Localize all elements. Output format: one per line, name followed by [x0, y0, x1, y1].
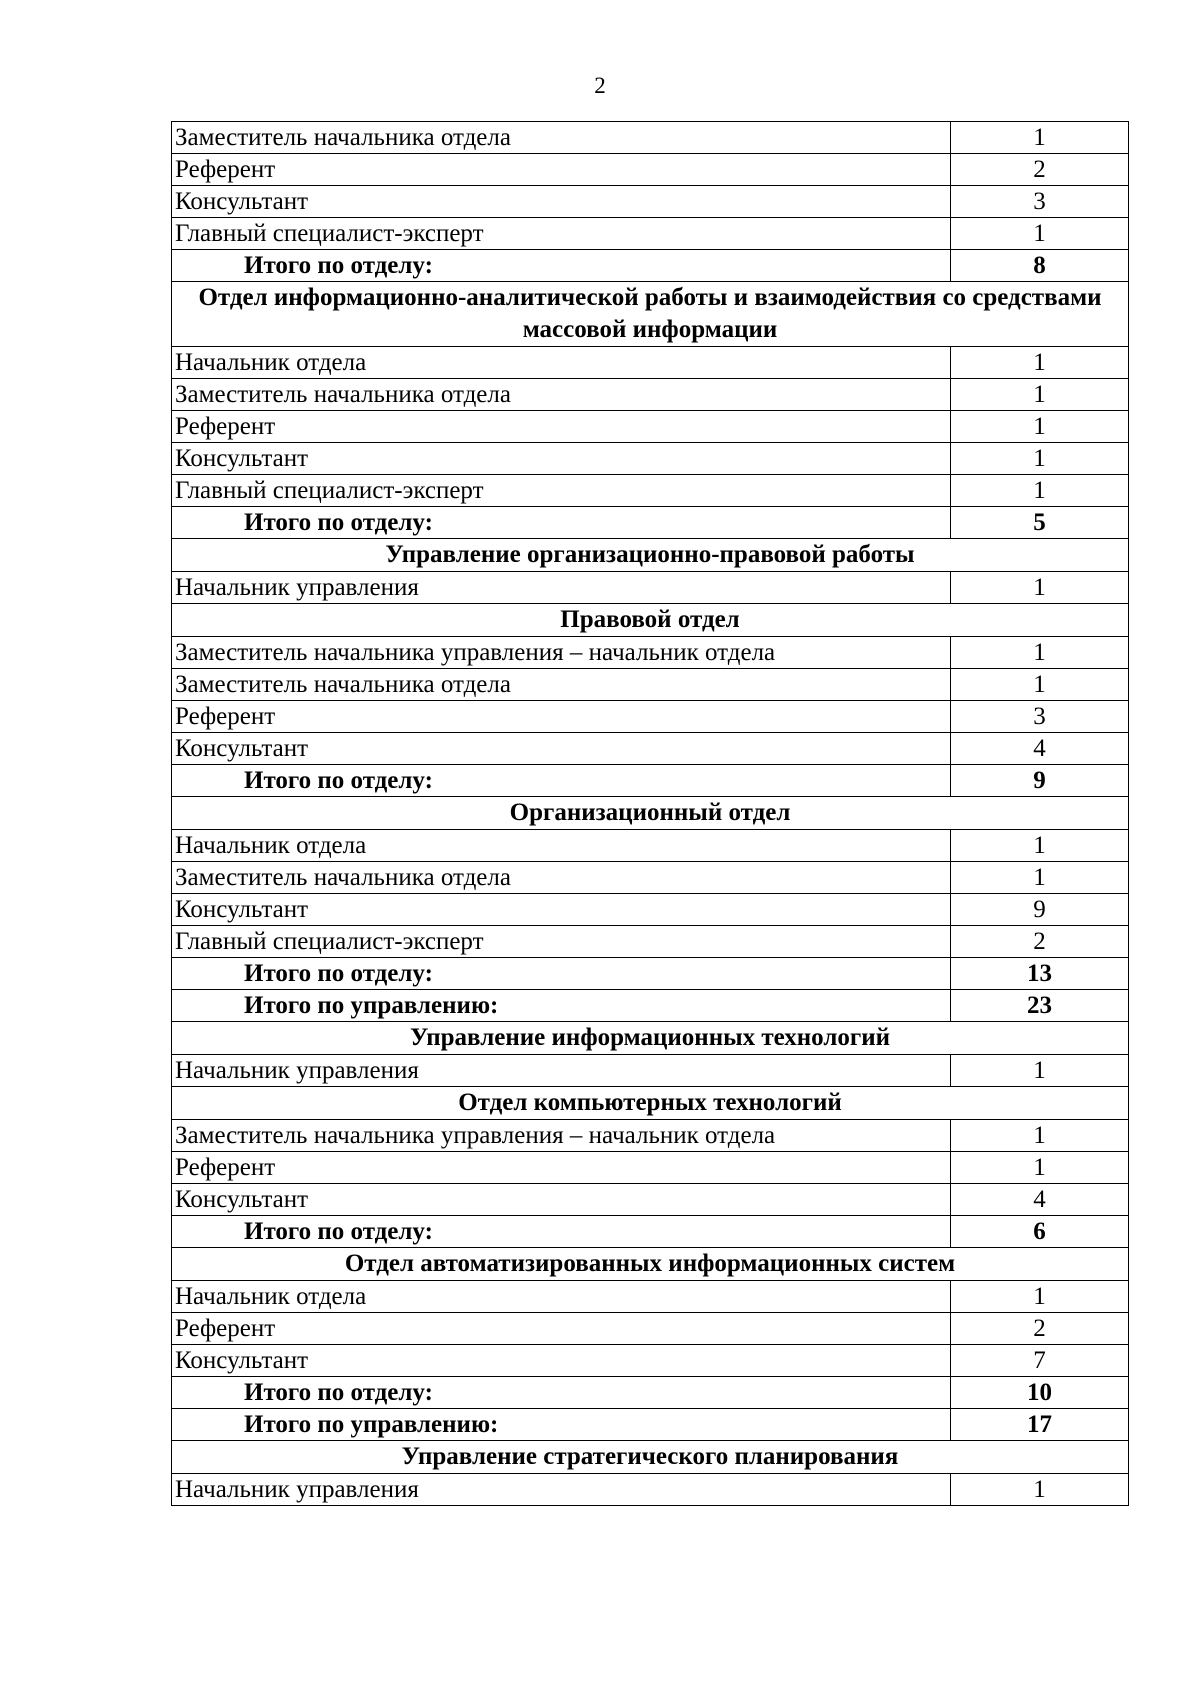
position-name: Консультант	[172, 443, 951, 475]
position-count: 1	[951, 218, 1129, 250]
position-name: Начальник управления	[172, 1055, 951, 1087]
position-name: Консультант	[172, 1345, 951, 1377]
position-row	[172, 733, 1129, 765]
total-row	[172, 958, 1129, 990]
section-heading: Отдел информационно-аналитической работы и взаимодействия со средствами массовой информации	[172, 282, 1129, 347]
position-count: 1	[951, 411, 1129, 443]
position-row	[172, 1345, 1129, 1377]
section-heading: Правовой отдел	[172, 604, 1129, 637]
position-count: 2	[951, 926, 1129, 958]
total-label: Итого по отделу:	[172, 507, 951, 539]
position-row	[172, 443, 1129, 475]
position-count: 3	[951, 701, 1129, 733]
position-name: Главный специалист-эксперт	[172, 475, 951, 507]
position-row	[172, 572, 1129, 604]
position-count: 7	[951, 1345, 1129, 1377]
position-row	[172, 894, 1129, 926]
position-name: Заместитель начальника отдела	[172, 122, 951, 154]
total-row	[172, 765, 1129, 797]
position-name: Референт	[172, 411, 951, 443]
position-row	[172, 218, 1129, 250]
total-count: 6	[951, 1216, 1129, 1248]
position-count: 1	[951, 443, 1129, 475]
total-count: 5	[951, 507, 1129, 539]
position-name: Начальник отдела	[172, 1281, 951, 1313]
section-heading: Управление стратегического планирования	[172, 1441, 1129, 1474]
position-name: Заместитель начальника отдела	[172, 669, 951, 701]
position-count: 1	[951, 1281, 1129, 1313]
position-row	[172, 926, 1129, 958]
position-row	[172, 637, 1129, 669]
position-count: 4	[951, 733, 1129, 765]
section-heading-row	[172, 539, 1129, 572]
position-name: Начальник управления	[172, 1474, 951, 1506]
position-name: Заместитель начальника управления – начальник отдела	[172, 1120, 951, 1152]
section-heading: Управление информационных технологий	[172, 1022, 1129, 1055]
position-name: Главный специалист-эксперт	[172, 926, 951, 958]
section-heading-row	[172, 797, 1129, 830]
total-row	[172, 1377, 1129, 1409]
total-count: 23	[951, 990, 1129, 1022]
position-name: Начальник отдела	[172, 830, 951, 862]
total-label: Итого по отделу:	[172, 250, 951, 282]
position-name: Референт	[172, 1152, 951, 1184]
total-row	[172, 1216, 1129, 1248]
position-name: Консультант	[172, 894, 951, 926]
position-name: Заместитель начальника отдела	[172, 862, 951, 894]
position-row	[172, 669, 1129, 701]
total-row	[172, 1409, 1129, 1441]
section-heading-row	[172, 1022, 1129, 1055]
total-count: 13	[951, 958, 1129, 990]
position-count: 1	[951, 637, 1129, 669]
position-row	[172, 186, 1129, 218]
total-count: 10	[951, 1377, 1129, 1409]
section-heading-row	[172, 1087, 1129, 1120]
position-row	[172, 411, 1129, 443]
position-count: 2	[951, 1313, 1129, 1345]
position-name: Главный специалист-эксперт	[172, 218, 951, 250]
position-row	[172, 830, 1129, 862]
position-count: 1	[951, 1474, 1129, 1506]
position-count: 1	[951, 862, 1129, 894]
section-heading: Управление организационно-правовой работы	[172, 539, 1129, 572]
position-count: 1	[951, 1120, 1129, 1152]
total-count: 9	[951, 765, 1129, 797]
total-label: Итого по отделу:	[172, 1377, 951, 1409]
position-row	[172, 862, 1129, 894]
position-name: Референт	[172, 701, 951, 733]
position-count: 1	[951, 830, 1129, 862]
position-name: Начальник управления	[172, 572, 951, 604]
position-name: Референт	[172, 1313, 951, 1345]
position-row	[172, 1120, 1129, 1152]
total-count: 8	[951, 250, 1129, 282]
position-name: Начальник отдела	[172, 347, 951, 379]
position-row	[172, 475, 1129, 507]
total-label: Итого по отделу:	[172, 1216, 951, 1248]
position-name: Заместитель начальника управления – начальник отдела	[172, 637, 951, 669]
section-heading-row	[172, 604, 1129, 637]
position-count: 1	[951, 475, 1129, 507]
total-label: Итого по управлению:	[172, 990, 951, 1022]
total-row	[172, 507, 1129, 539]
position-row	[172, 347, 1129, 379]
position-count: 1	[951, 1152, 1129, 1184]
position-name: Консультант	[172, 733, 951, 765]
total-label: Итого по отделу:	[172, 765, 951, 797]
position-count: 1	[951, 572, 1129, 604]
staff-table-body	[172, 122, 1129, 1506]
position-name: Заместитель начальника отдела	[172, 379, 951, 411]
position-row	[172, 1281, 1129, 1313]
position-count: 1	[951, 1055, 1129, 1087]
page-number: 2	[594, 73, 606, 98]
position-row	[172, 1055, 1129, 1087]
position-row	[172, 379, 1129, 411]
position-name: Референт	[172, 154, 951, 186]
total-count: 17	[951, 1409, 1129, 1441]
section-heading-row	[172, 1441, 1129, 1474]
position-count: 2	[951, 154, 1129, 186]
staff-table	[171, 121, 1129, 1506]
total-row	[172, 250, 1129, 282]
position-count: 4	[951, 1184, 1129, 1216]
position-row	[172, 122, 1129, 154]
position-row	[172, 1313, 1129, 1345]
position-row	[172, 154, 1129, 186]
section-heading-row	[172, 1248, 1129, 1281]
position-count: 1	[951, 347, 1129, 379]
position-row	[172, 1152, 1129, 1184]
position-count: 1	[951, 379, 1129, 411]
position-count: 3	[951, 186, 1129, 218]
section-heading: Отдел автоматизированных информационных систем	[172, 1248, 1129, 1281]
position-count: 1	[951, 122, 1129, 154]
position-row	[172, 1184, 1129, 1216]
total-label: Итого по отделу:	[172, 958, 951, 990]
position-row	[172, 701, 1129, 733]
section-heading-row	[172, 282, 1129, 347]
section-heading: Организационный отдел	[172, 797, 1129, 830]
position-name: Консультант	[172, 1184, 951, 1216]
position-count: 1	[951, 669, 1129, 701]
position-count: 9	[951, 894, 1129, 926]
position-name: Консультант	[172, 186, 951, 218]
total-row	[172, 990, 1129, 1022]
section-heading: Отдел компьютерных технологий	[172, 1087, 1129, 1120]
position-row	[172, 1474, 1129, 1506]
total-label: Итого по управлению:	[172, 1409, 951, 1441]
